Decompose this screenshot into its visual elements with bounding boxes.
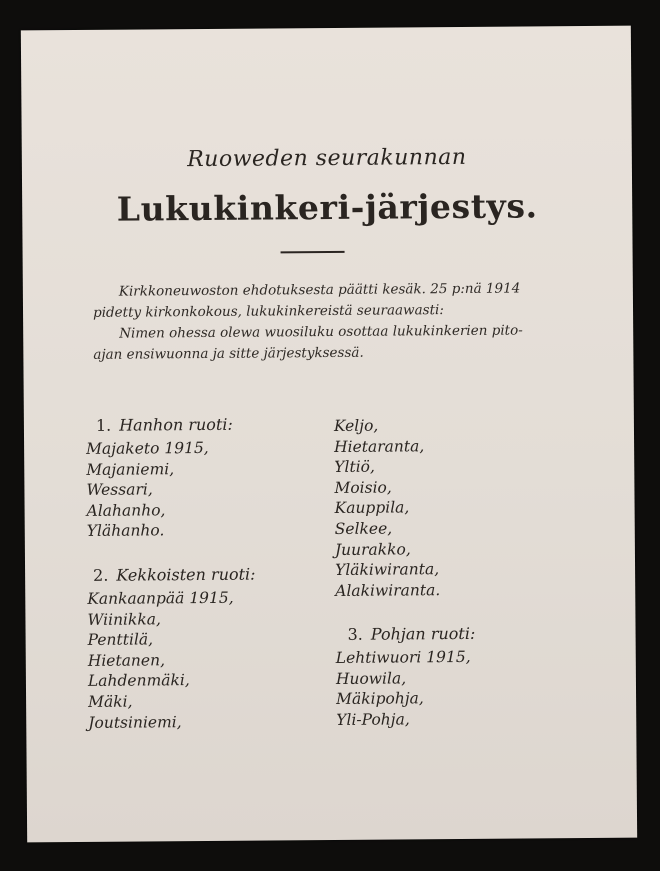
- title-divider: [281, 251, 345, 254]
- list-item: Alahanho,: [86, 501, 166, 520]
- section-heading: [96, 415, 233, 435]
- village-list: [86, 438, 234, 542]
- list-item: Hietaranta,: [334, 436, 425, 456]
- section-title: Kekkoisten ruoti:: [116, 564, 256, 585]
- list-item: Mäki,: [88, 692, 133, 711]
- list-item: Juurakko,: [334, 539, 411, 559]
- list-item: Alakiwiranta.: [335, 580, 441, 600]
- document-subtitle: Ruoweden seurakunnan: [187, 144, 467, 173]
- section-title: Hanhon ruoti:: [119, 414, 233, 435]
- list-item: Lahdenmäki,: [87, 671, 190, 691]
- section-heading: [347, 624, 475, 644]
- document-page: [21, 26, 637, 843]
- list-item: Moisio,: [334, 478, 392, 497]
- section-number: 1.: [95, 415, 112, 435]
- list-item: Majaketo 1915,: [86, 438, 209, 458]
- village-list: [336, 647, 476, 730]
- document-title: Lukukinkeri-järjestys.: [116, 186, 538, 229]
- section-title: Pohjan ruoti:: [370, 623, 476, 644]
- list-item: Mäkipohja,: [336, 689, 424, 709]
- list-item: Yltiö,: [334, 457, 375, 477]
- section-kekkoinen: [87, 564, 257, 733]
- section-number: 3.: [347, 624, 363, 644]
- section-pohja: [335, 624, 476, 730]
- intro-paragraph-2: Nimen ohessa olewa wuosiluku osottaa lukukinkerien pito-ajan ensiwuonna ja sitte järjestyksessä.: [93, 322, 523, 363]
- section-number: 2.: [93, 565, 109, 585]
- village-list: [334, 415, 440, 601]
- list-item: Lehtiwuori 1915,: [335, 647, 471, 667]
- list-item: Kankaanpää 1915,: [87, 588, 234, 608]
- village-list: [87, 588, 257, 733]
- list-item: Selkee,: [334, 519, 393, 538]
- list-item: Kauppila,: [334, 498, 410, 518]
- list-item: Huowila,: [335, 668, 407, 688]
- section-heading: [93, 565, 256, 585]
- section-hanho: [86, 414, 234, 542]
- section-hanho-continued: [334, 415, 440, 601]
- list-item: Yläkiwiranta,: [334, 560, 440, 580]
- list-item: Yli-Pohja,: [336, 710, 410, 729]
- list-item: Wiinikka,: [87, 609, 161, 629]
- list-item: Majaniemi,: [86, 459, 175, 479]
- list-item: Wessari,: [86, 480, 153, 500]
- list-item: Joutsiniemi,: [88, 712, 182, 732]
- intro-paragraph-1: Kirkkoneuwoston ehdotuksesta päätti kesäk. 25 p:nä 1914 pidetty kirkonkokous, lukukinkereistä seuraawasti:: [92, 280, 521, 321]
- intro-text: [93, 278, 538, 365]
- list-item: Keljo,: [333, 416, 379, 435]
- list-item: Ylähanho.: [86, 521, 165, 541]
- list-item: Hietanen,: [87, 651, 166, 670]
- list-item: Penttilä,: [87, 630, 154, 650]
